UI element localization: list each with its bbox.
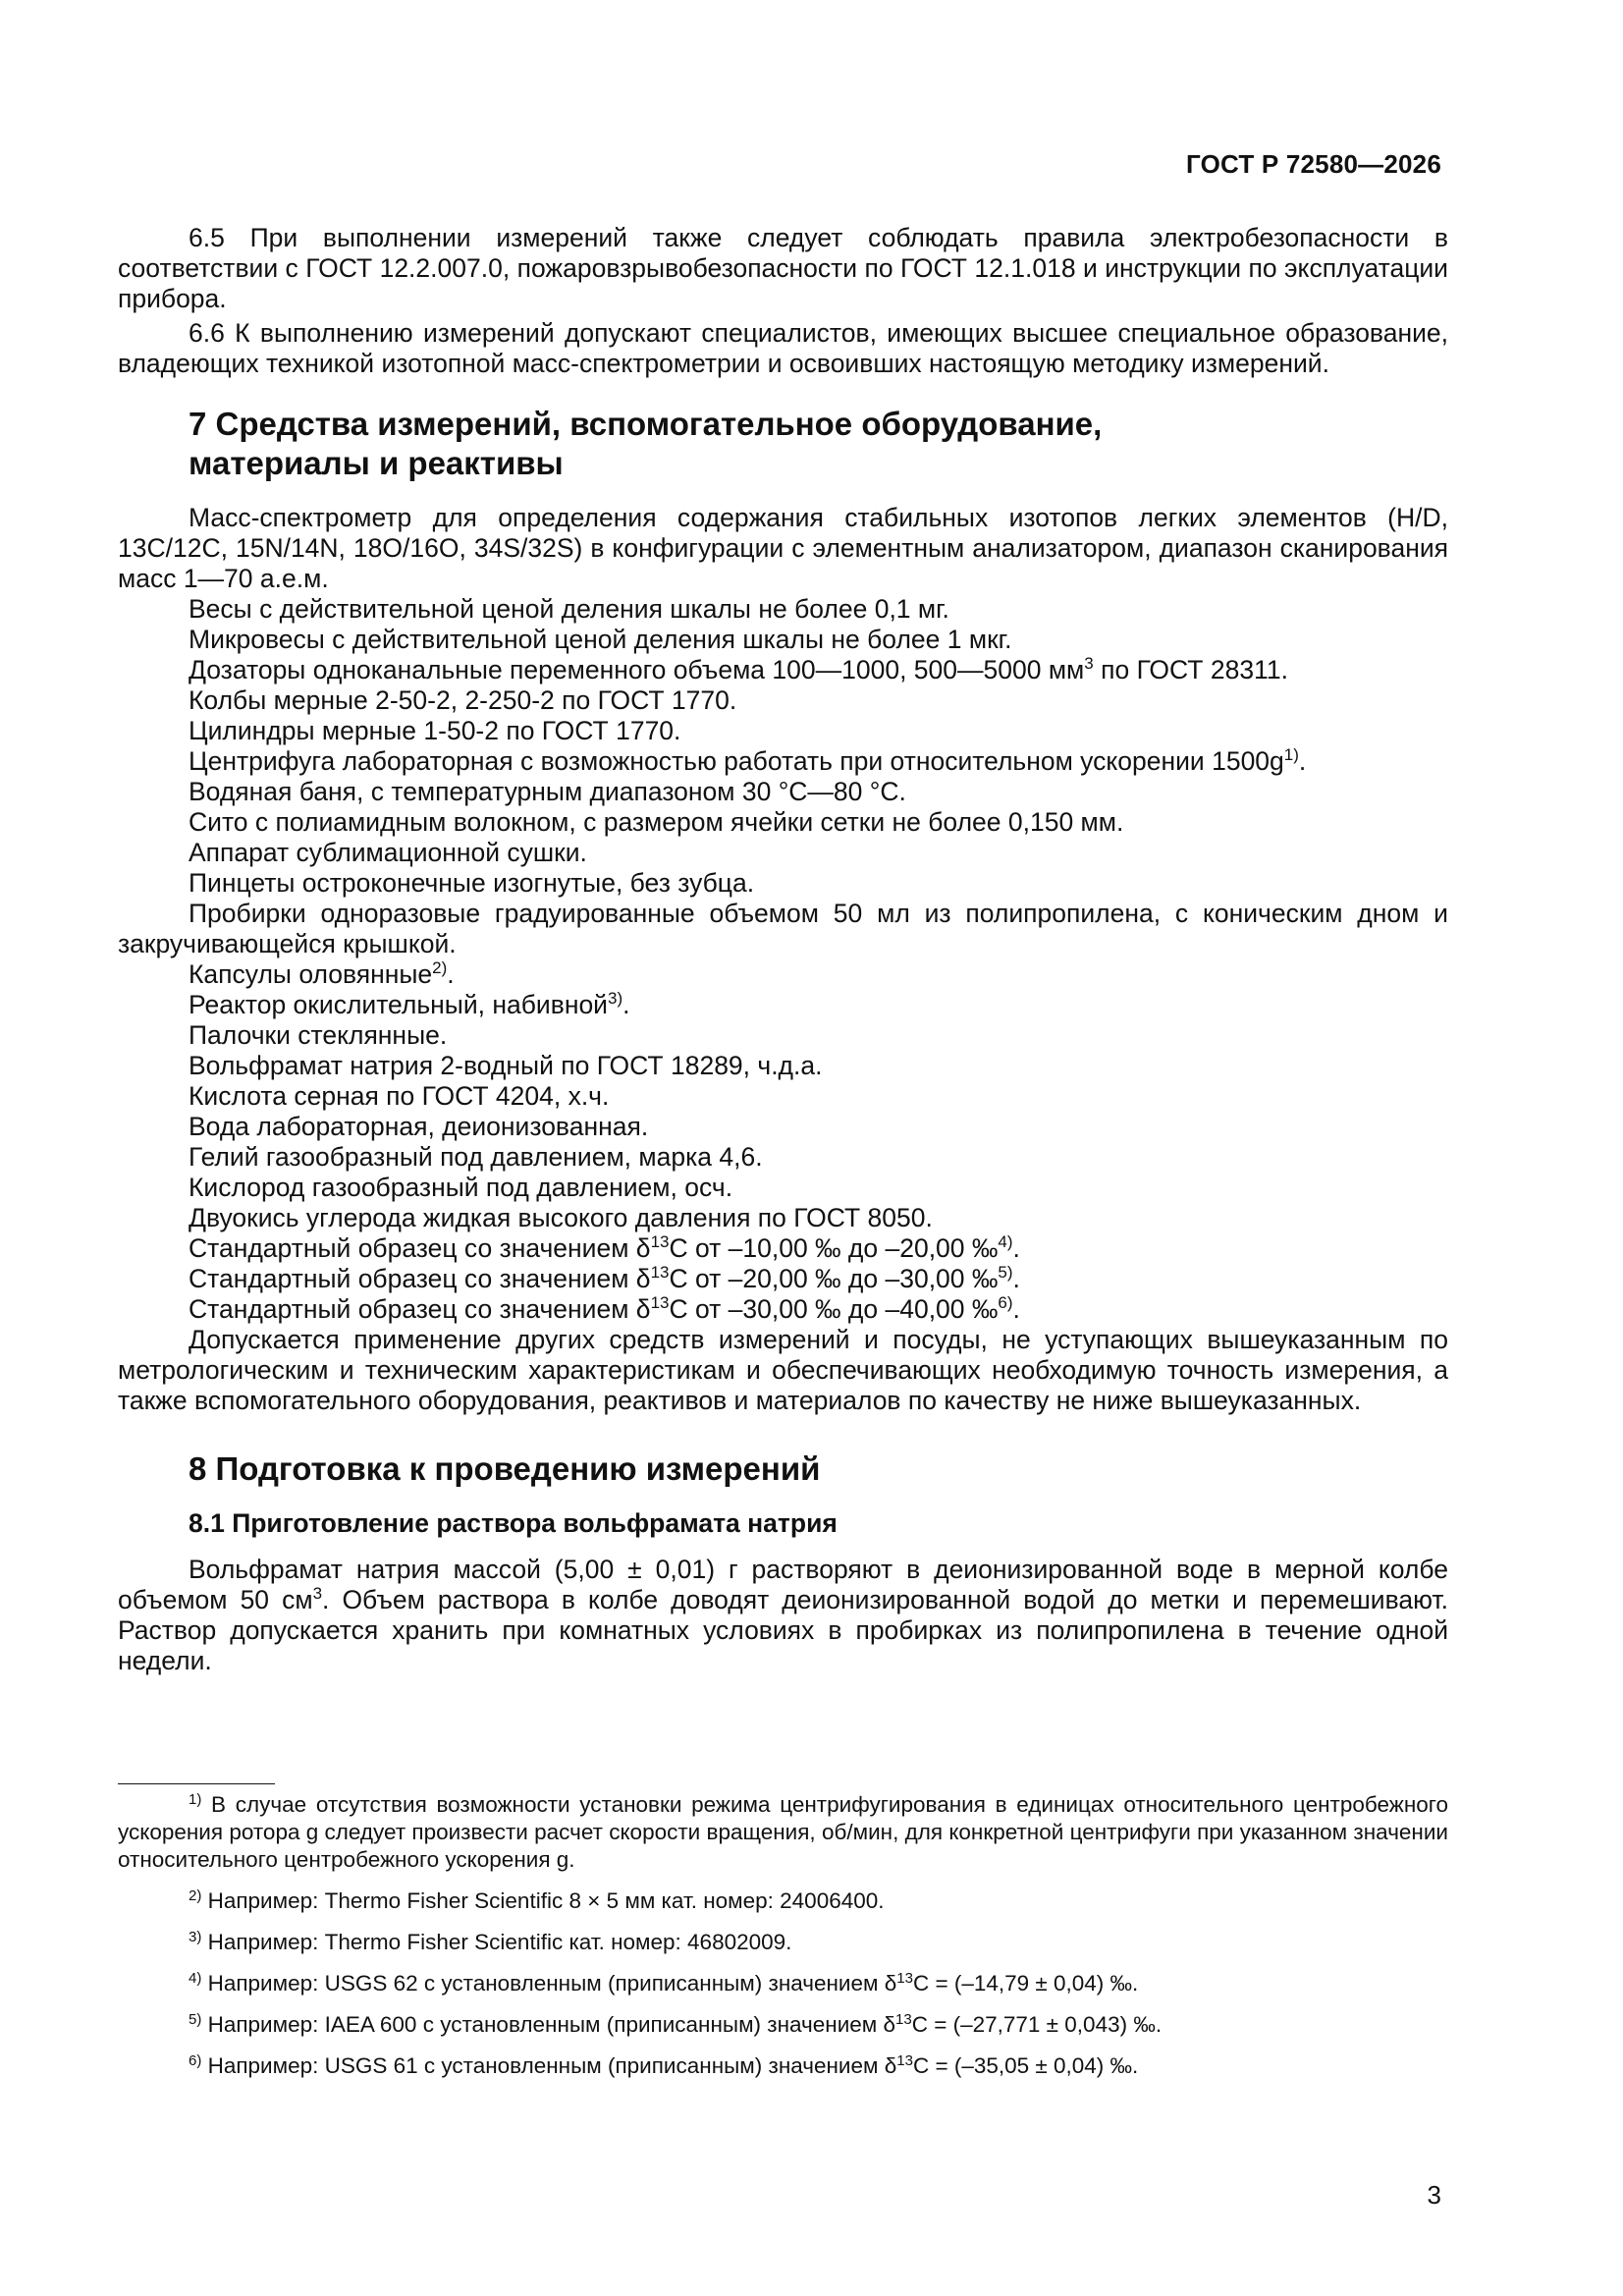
footnote-text: С = (–27,771 ± 0,043) ‰.	[911, 2012, 1163, 2037]
paragraph-6-6: 6.6 К выполнению измерений допускают специалистов, имеющих высшее специальное образование, владеющих техникой изотопной масс-спектрометрии и освоивших настоящую методику измерений.	[118, 318, 1448, 378]
item-text: .	[1012, 1294, 1020, 1324]
footnote-text: Например: USGS 61 с установленным (приписанным) значением δ	[201, 2053, 897, 2078]
footnote-text: В случае отсутствия возможности установки режима центрифугирования в единицах относительного центробежного ускорения ротора g следует произвести расчет скорости вращения, об/мин, для конкретной центрифуги при указанном значении относительного центробежного ускорения g.	[118, 1792, 1448, 1872]
footnote-text: Например: IAEA 600 с установленным (приписанным) значением δ	[201, 2012, 896, 2037]
equipment-intro: Масс-спектрометр для определения содержания стабильных изотопов легких элементов (H/D, 13C/12C, 15N/14N, 18O/16O, 34S/32S) в конфигурации с элементным анализатором, диапазон сканирования масс 1—70 а.е.м.	[118, 503, 1448, 593]
footnote-2	[118, 1887, 1448, 1915]
section-7-heading	[189, 405, 1448, 483]
footnote-mark: 4)	[189, 1970, 202, 1987]
footnote-ref: 1)	[1283, 745, 1299, 764]
footnote-6	[118, 2052, 1448, 2080]
page-number: 3	[1427, 2180, 1441, 2210]
footnote-ref: 6)	[998, 1293, 1013, 1312]
equipment-item	[118, 1264, 1448, 1294]
item-text: .	[447, 959, 455, 989]
footnote-4	[118, 1970, 1448, 1997]
superscript: 13	[896, 1970, 913, 1987]
footnote-divider	[118, 1783, 275, 1784]
equipment-item: Двуокись углерода жидкая высокого давления по ГОСТ 8050.	[189, 1203, 933, 1232]
footnote-mark: 2)	[189, 1887, 202, 1904]
equipment-item: Сито с полиамидным волокном, с размером ячейки сетки не более 0,150 мм.	[189, 807, 1124, 837]
equipment-item: Микровесы с действительной ценой деления шкалы не более 1 мкг.	[189, 625, 1012, 654]
footnotes	[118, 1791, 1448, 2080]
superscript: 13	[896, 2052, 913, 2069]
footnote-3	[118, 1929, 1448, 1956]
equipment-item: Аппарат сублимационной сушки.	[189, 838, 587, 867]
item-text: С от –20,00 ‰ до –30,00 ‰	[669, 1264, 999, 1293]
paragraph-text: Вольфрамат натрия массой (5,00 ± 0,01) г растворяют в деионизированной воде в мерной колбе объемом 50 см	[118, 1555, 1448, 1614]
footnote-ref: 5)	[998, 1263, 1013, 1282]
item-text: .	[1298, 746, 1307, 776]
superscript: 3	[1084, 654, 1094, 673]
superscript: 13	[650, 1232, 670, 1251]
section-7-heading-line1: 7 Средства измерений, вспомогательное оборудование,	[189, 406, 1103, 442]
item-text: Стандартный образец со значением δ	[189, 1294, 651, 1324]
footnote-text: Например: Thermo Fisher Scientific 8 × 5 мм кат. номер: 24006400.	[201, 1888, 885, 1913]
item-text: .	[1012, 1264, 1020, 1293]
footnote-text: Например: USGS 62 с установленным (приписанным) значением δ	[201, 1971, 897, 1995]
footnote-mark: 3)	[189, 1929, 202, 1945]
section-7-heading-line2: материалы и реактивы	[189, 445, 564, 481]
superscript: 3	[312, 1584, 323, 1603]
equipment-item: Пинцеты остроконечные изогнутые, без зубца.	[189, 868, 755, 898]
equipment-item	[118, 746, 1448, 777]
equipment-item: Палочки стеклянные.	[189, 1020, 448, 1050]
equipment-item: Пробирки одноразовые градуированные объемом 50 мл из полипропилена, с коническим дном и закручивающейся крышкой.	[118, 899, 1448, 958]
item-text: Капсулы оловянные	[189, 959, 433, 989]
equipment-item: Кислород газообразный под давлением, осч.	[189, 1173, 733, 1202]
subsection-8-1-heading: 8.1 Приготовление раствора вольфрамата натрия	[189, 1508, 838, 1538]
item-text: Дозаторы одноканальные переменного объема 100—1000, 500—5000 мм	[189, 655, 1085, 684]
equipment-item: Водяная баня, с температурным диапазоном 30 °С—80 °С.	[189, 777, 906, 806]
superscript: 13	[895, 2011, 912, 2028]
footnote-mark: 5)	[189, 2011, 202, 2028]
equipment-item	[118, 1233, 1448, 1264]
paragraph-6-5: 6.5 При выполнении измерений также следует соблюдать правила электробезопасности в соответствии с ГОСТ 12.2.007.0, пожаровзрывобезопасности по ГОСТ 12.1.018 и инструкции по эксплуатации прибора.	[118, 223, 1448, 313]
paragraph-text: . Объем раствора в колбе доводят деионизированной водой до метки и перемешивают. Раствор допускается хранить при комнатных условиях в пробирках из полипропилена в течение одной недели.	[118, 1585, 1448, 1675]
equipment-item	[118, 959, 1448, 990]
footnote-mark: 6)	[189, 2052, 202, 2069]
equipment-item: Вольфрамат натрия 2-водный по ГОСТ 18289, ч.д.а.	[189, 1051, 823, 1080]
footnote-text: Например: Thermo Fisher Scientific кат. номер: 46802009.	[201, 1930, 792, 1954]
footnote-ref: 4)	[998, 1232, 1013, 1251]
equipment-item: Весы с действительной ценой деления шкалы не более 0,1 мг.	[189, 594, 949, 624]
item-text: Реактор окислительный, набивной	[189, 990, 608, 1019]
item-text: по ГОСТ 28311.	[1093, 655, 1288, 684]
footnote-ref: 3)	[608, 989, 623, 1008]
item-text: Центрифуга лабораторная с возможностью работать при относительном ускорении 1500g	[189, 746, 1284, 776]
footnote-mark: 1)	[189, 1791, 202, 1808]
equipment-item	[118, 655, 1448, 685]
equipment-item: Вода лабораторная, деионизованная.	[189, 1112, 649, 1141]
equipment-item: Колбы мерные 2-50-2, 2-250-2 по ГОСТ 1770.	[189, 685, 737, 715]
equipment-item: Кислота серная по ГОСТ 4204, х.ч.	[189, 1081, 610, 1111]
item-text: Стандартный образец со значением δ	[189, 1233, 651, 1263]
item-text: Стандартный образец со значением δ	[189, 1264, 651, 1293]
superscript: 13	[650, 1293, 670, 1312]
equipment-item: Цилиндры мерные 1-50-2 по ГОСТ 1770.	[189, 716, 681, 745]
item-text: .	[622, 990, 630, 1019]
superscript: 13	[650, 1263, 670, 1282]
equipment-item: Гелий газообразный под давлением, марка 4,6.	[189, 1142, 763, 1172]
equipment-item	[118, 1294, 1448, 1325]
footnote-text: С = (–14,79 ± 0,04) ‰.	[912, 1971, 1139, 1995]
footnote-ref: 2)	[432, 958, 448, 977]
main-content	[118, 223, 1448, 1676]
document-code: ГОСТ Р 72580—2026	[1186, 149, 1441, 179]
item-text: С от –10,00 ‰ до –20,00 ‰	[669, 1233, 999, 1263]
paragraph-8-1	[118, 1555, 1448, 1676]
equipment-item	[118, 990, 1448, 1020]
footnote-text: С = (–35,05 ± 0,04) ‰.	[912, 2053, 1139, 2078]
equipment-closing: Допускается применение других средств измерений и посуды, не уступающих вышеуказанным по метрологическим и техническим характеристикам и обеспечивающих необходимую точность измерения, а также вспомогательного оборудования, реактивов и материалов по качеству не ниже вышеуказанных.	[118, 1325, 1448, 1415]
section-8-heading: 8 Подготовка к проведению измерений	[189, 1450, 821, 1487]
footnote-5	[118, 2011, 1448, 2039]
footnote-1	[118, 1791, 1448, 1874]
item-text: .	[1012, 1233, 1020, 1263]
item-text: С от –30,00 ‰ до –40,00 ‰	[669, 1294, 999, 1324]
